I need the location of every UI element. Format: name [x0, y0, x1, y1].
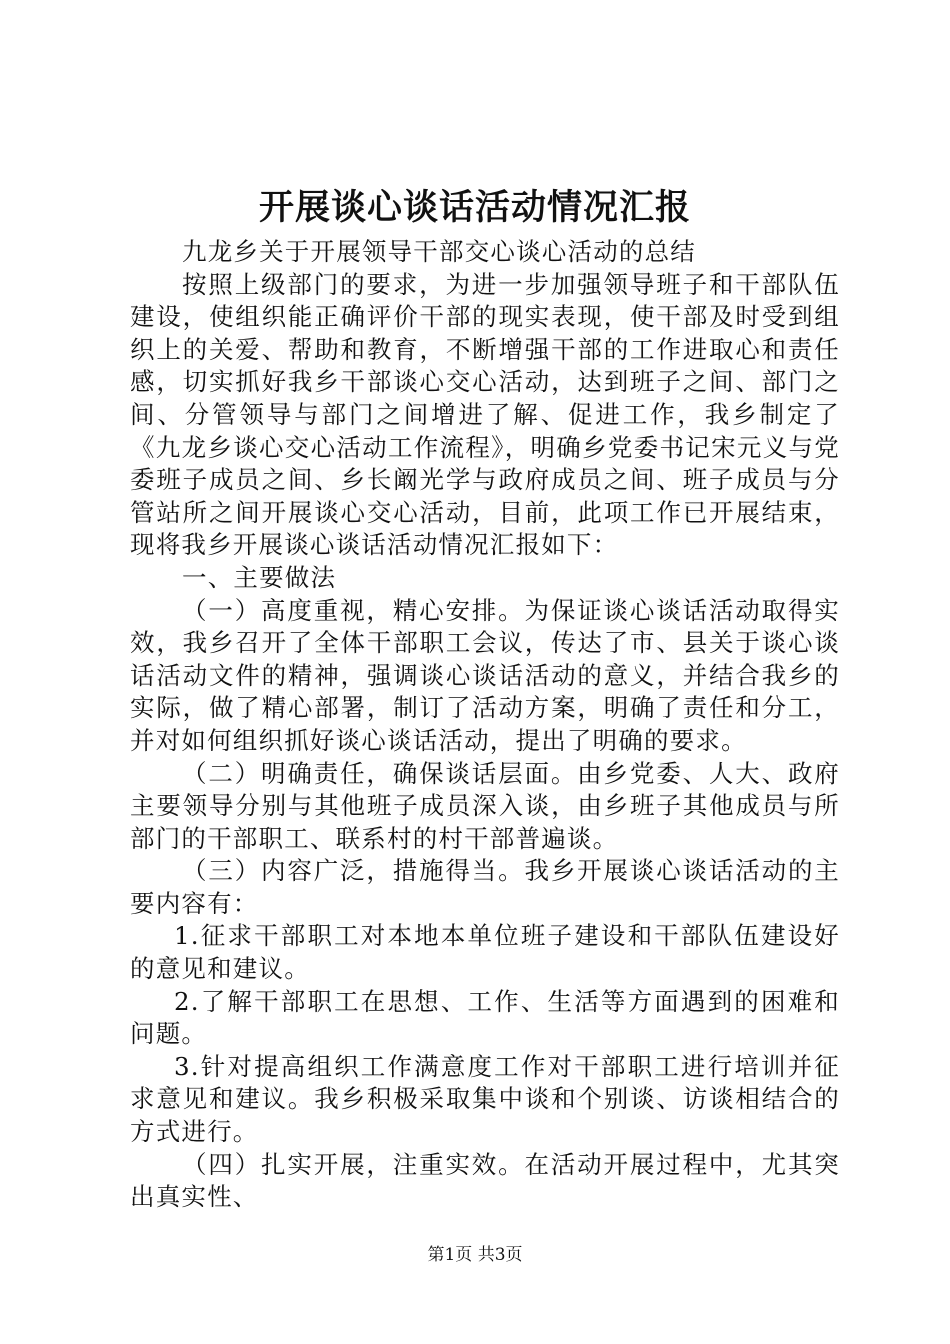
- list-item: 3.针对提高组织工作满意度工作对干部职工进行培训并征求意见和建议。我乡积极采取集中谈和个别谈、访谈相结合的方式进行。: [130, 1051, 840, 1147]
- list-item: 1.征求干部职工对本地本单位班子建设和干部队伍建设好的意见和建议。: [130, 921, 840, 984]
- body-paragraph: 按照上级部门的要求，为进一步加强领导班子和干部队伍建设，使组织能正确评价干部的现实表现，使干部及时受到组织上的关爱、帮助和教育，不断增强干部的工作进取心和责任感，切实抓好我乡干部谈心交心活动，达到班子之间、部门之间、分管领导与部门之间增进了解、促进工作，我乡制定了《九龙乡谈心交心活动工作流程》，明确乡党委书记宋元义与党委班子成员之间、乡长阚光学与政府成员之间、班子成员与分管站所之间开展谈心交心活动，目前，此项工作已开展结束，现将我乡开展谈心谈话活动情况汇报如下：: [130, 269, 840, 560]
- body-paragraph: （四）扎实开展，注重实效。在活动开展过程中，尤其突出真实性、: [130, 1149, 840, 1212]
- body-paragraph: （二）明确责任，确保谈话层面。由乡党委、人大、政府主要领导分别与其他班子成员深入谈，由乡班子其他成员与所部门的干部职工、联系村的村干部普遍谈。: [130, 758, 840, 853]
- list-item: 2.了解干部职工在思想、工作、生活等方面遇到的困难和问题。: [130, 986, 840, 1049]
- body-paragraph: （一）高度重视，精心安排。为保证谈心谈话活动取得实效，我乡召开了全体干部职工会议，传达了市、县关于谈心谈话活动文件的精神，强调谈心谈话活动的意义，并结合我乡的实际，做了精心部署，制订了活动方案，明确了责任和分工，并对如何组织抓好谈心谈话活动，提出了明确的要求。: [130, 595, 840, 755]
- section-heading: 一、主要做法: [182, 562, 337, 592]
- document-title: 开展谈心谈话活动情况汇报: [258, 187, 691, 228]
- page-number: 第1页 共3页: [427, 1245, 523, 1265]
- document-subtitle: 九龙乡关于开展领导干部交心谈心活动的总结: [182, 237, 696, 266]
- body-paragraph: （三）内容广泛，措施得当。我乡开展谈心谈话活动的主要内容有：: [130, 856, 840, 918]
- document-body: [130, 236, 840, 1214]
